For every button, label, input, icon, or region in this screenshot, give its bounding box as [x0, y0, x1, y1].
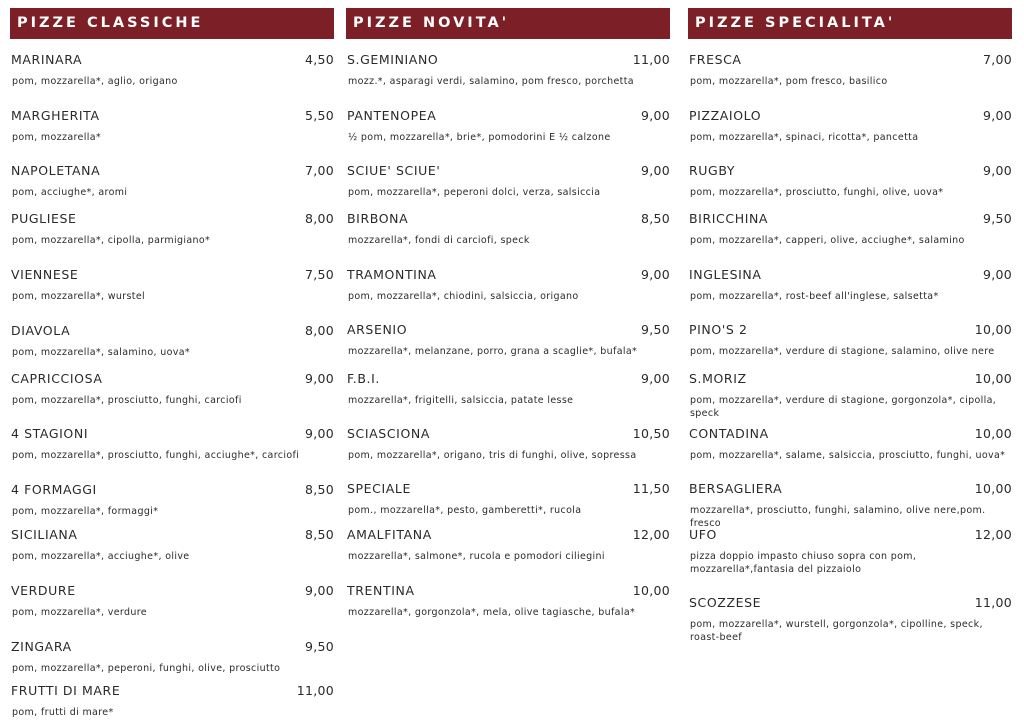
menu-item-row — [346, 322, 670, 337]
pizza-price: 8,50 — [304, 482, 334, 497]
menu-item — [10, 639, 334, 675]
menu-item — [688, 527, 1012, 576]
pizza-price: 10,00 — [974, 322, 1012, 337]
pizza-price: 10,50 — [632, 426, 670, 441]
menu-item — [688, 52, 1012, 88]
menu-item-row — [688, 267, 1012, 282]
pizza-price: 5,50 — [304, 108, 334, 123]
menu-item-row — [10, 163, 334, 178]
menu-item-row — [688, 371, 1012, 386]
pizza-price: 8,00 — [304, 323, 334, 338]
pizza-name: PANTENOPEA — [347, 108, 437, 123]
menu-item-row — [10, 426, 334, 441]
pizza-price: 9,00 — [304, 426, 334, 441]
pizza-price: 7,00 — [304, 163, 334, 178]
menu-item-row — [346, 583, 670, 598]
pizza-ingredients: mozzarella*, melanzane, porro, grana a scaglie*, bufala* — [348, 346, 638, 357]
pizza-name: MARGHERITA — [11, 108, 100, 123]
menu-column-classiche — [10, 8, 334, 718]
menu-item — [346, 583, 670, 619]
menu-item-row — [10, 683, 334, 698]
pizza-price: 7,00 — [982, 52, 1012, 67]
pizza-name: BERSAGLIERA — [689, 481, 783, 496]
pizza-price: 9,00 — [982, 267, 1012, 282]
menu-item — [10, 163, 334, 199]
pizza-ingredients: ½ pom, mozzarella*, brie*, pomodorini E ½ calzone — [348, 132, 611, 143]
pizza-price: 9,50 — [304, 639, 334, 654]
pizza-price: 9,50 — [982, 211, 1012, 226]
pizza-price: 9,00 — [304, 371, 334, 386]
pizza-name: F.B.I. — [347, 371, 380, 386]
pizza-name: MARINARA — [11, 52, 83, 67]
menu-item — [10, 683, 334, 719]
menu-item — [346, 527, 670, 563]
menu-item-row — [10, 267, 334, 282]
menu-item-row — [10, 482, 334, 497]
menu-item — [688, 108, 1012, 144]
pizza-ingredients: pom, mozzarella*, verdure — [12, 607, 147, 618]
menu-item-row — [688, 322, 1012, 337]
pizza-name: CAPRICCIOSA — [11, 371, 103, 386]
pizza-ingredients: mozzarella*, fondi di carciofi, speck — [348, 235, 530, 246]
menu-item — [688, 267, 1012, 303]
pizza-price: 9,00 — [304, 583, 334, 598]
menu-item-row — [10, 211, 334, 226]
pizza-name: FRUTTI DI MARE — [11, 683, 121, 698]
menu-item — [10, 211, 334, 247]
menu-item-row — [688, 481, 1012, 496]
menu-item-row — [346, 211, 670, 226]
pizza-name: SCIUE' SCIUE' — [347, 163, 441, 178]
menu-item-row — [688, 52, 1012, 67]
menu-item-row — [346, 426, 670, 441]
pizza-ingredients: pom, mozzarella*, verdure di stagione, salamino, olive nere — [690, 346, 995, 357]
menu-item — [10, 267, 334, 303]
pizza-ingredients: pom, mozzarella*, prosciutto, funghi, carciofi — [12, 395, 242, 406]
pizza-name: VERDURE — [11, 583, 76, 598]
menu-item — [346, 267, 670, 303]
pizza-price: 12,00 — [632, 527, 670, 542]
menu-item — [10, 323, 334, 359]
pizza-name: AMALFITANA — [347, 527, 432, 542]
pizza-name: SCOZZESE — [689, 595, 762, 610]
menu-item — [688, 426, 1012, 462]
menu-item-row — [10, 527, 334, 542]
pizza-ingredients: mozzarella*, frigitelli, salsiccia, patate lesse — [348, 395, 574, 406]
pizza-price: 9,00 — [982, 108, 1012, 123]
pizza-name: UFO — [689, 527, 717, 542]
menu-column-specialita — [688, 8, 1012, 643]
menu-item-row — [346, 52, 670, 67]
pizza-ingredients: pom, mozzarella*, peperoni dolci, verza, salsiccia — [348, 187, 601, 198]
pizza-price: 8,00 — [304, 211, 334, 226]
menu-item-row — [688, 595, 1012, 610]
pizza-price: 11,00 — [632, 52, 670, 67]
menu-item — [688, 371, 1012, 420]
pizza-price: 9,00 — [640, 108, 670, 123]
pizza-ingredients: pom, mozzarella*, chiodini, salsiccia, origano — [348, 291, 579, 302]
menu-item — [346, 108, 670, 144]
pizza-name: INGLESINA — [689, 267, 762, 282]
menu-item — [688, 481, 1012, 530]
pizza-ingredients: pom, mozzarella*, origano, tris di funghi, olive, sopressa — [348, 450, 637, 461]
pizza-name: S.GEMINIANO — [347, 52, 439, 67]
menu-item-row — [10, 108, 334, 123]
pizza-name: VIENNESE — [11, 267, 79, 282]
pizza-price: 9,00 — [640, 163, 670, 178]
pizza-price: 7,50 — [304, 267, 334, 282]
menu-item — [10, 482, 334, 518]
menu-item-row — [688, 163, 1012, 178]
pizza-price: 10,00 — [974, 426, 1012, 441]
pizza-name: PINO'S 2 — [689, 322, 748, 337]
pizza-name: S.MORIZ — [689, 371, 747, 386]
menu-item — [10, 108, 334, 144]
pizza-name: 4 STAGIONI — [11, 426, 89, 441]
menu-item-row — [346, 163, 670, 178]
menu-column-novita — [346, 8, 670, 618]
pizza-ingredients: mozz.*, asparagi verdi, salamino, pom fresco, porchetta — [348, 76, 634, 87]
pizza-price: 9,00 — [640, 267, 670, 282]
menu-item — [346, 481, 670, 517]
menu-item-row — [10, 583, 334, 598]
menu-item-row — [346, 371, 670, 386]
menu-item-row — [346, 267, 670, 282]
pizza-ingredients: pom., mozzarella*, pesto, gamberetti*, rucola — [348, 505, 582, 516]
menu-item-row — [10, 323, 334, 338]
pizza-price: 8,50 — [640, 211, 670, 226]
pizza-ingredients: pom, frutti di mare* — [12, 707, 114, 718]
pizza-ingredients: pom, mozzarella*, capperi, olive, acciughe*, salamino — [690, 235, 965, 246]
menu-item-row — [688, 426, 1012, 441]
pizza-name: 4 FORMAGGI — [11, 482, 97, 497]
pizza-ingredients: pom, mozzarella*, cipolla, parmigiano* — [12, 235, 211, 246]
pizza-name: NAPOLETANA — [11, 163, 101, 178]
menu-item — [346, 322, 670, 358]
pizza-price: 10,00 — [974, 371, 1012, 386]
menu-item-row — [346, 481, 670, 496]
pizza-name: ZINGARA — [11, 639, 72, 654]
menu-item — [346, 371, 670, 407]
menu-item — [688, 322, 1012, 358]
pizza-ingredients: pom, mozzarella*, formaggi* — [12, 506, 159, 517]
pizza-ingredients: mozzarella*, gorgonzola*, mela, olive tagiasche, bufala* — [348, 607, 636, 618]
pizza-price: 11,00 — [974, 595, 1012, 610]
menu-item — [346, 163, 670, 199]
menu-item-row — [688, 211, 1012, 226]
pizza-ingredients: pom, mozzarella*, prosciutto, funghi, acciughe*, carciofi — [12, 450, 300, 461]
menu-item — [346, 211, 670, 247]
menu-item — [346, 426, 670, 462]
menu-item-row — [10, 371, 334, 386]
pizza-ingredients: pom, mozzarella*, acciughe*, olive — [12, 551, 190, 562]
pizza-name: PIZZAIOLO — [689, 108, 762, 123]
pizza-ingredients: pom, mozzarella*, salame, salsiccia, prosciutto, funghi, uova* — [690, 450, 1006, 461]
pizza-ingredients: pom, mozzarella*, aglio, origano — [12, 76, 178, 87]
pizza-price: 10,00 — [632, 583, 670, 598]
menu-item-row — [10, 639, 334, 654]
pizza-ingredients: pom, mozzarella*, rost-beef all'inglese, salsetta* — [690, 291, 939, 302]
pizza-ingredients: pom, mozzarella*, prosciutto, funghi, olive, uova* — [690, 187, 944, 198]
pizza-ingredients: pom, mozzarella*, wurstel — [12, 291, 146, 302]
menu-item-row — [688, 108, 1012, 123]
pizza-name: SPECIALE — [347, 481, 411, 496]
section-header: PIZZE CLASSICHE — [10, 8, 334, 39]
pizza-name: BIRBONA — [347, 211, 409, 226]
pizza-price: 4,50 — [304, 52, 334, 67]
pizza-price: 9,50 — [640, 322, 670, 337]
pizza-ingredients: pom, mozzarella*, wurstell, gorgonzola*, cipolline, speck, roast-beef — [690, 619, 983, 643]
pizza-price: 10,00 — [974, 481, 1012, 496]
pizza-name: RUGBY — [689, 163, 736, 178]
menu-item-row — [688, 527, 1012, 542]
pizza-price: 11,00 — [296, 683, 334, 698]
pizza-ingredients: pom, mozzarella*, spinaci, ricotta*, pancetta — [690, 132, 919, 143]
pizza-name: SICILIANA — [11, 527, 78, 542]
menu-item — [688, 211, 1012, 247]
pizza-ingredients: pom, mozzarella* — [12, 132, 101, 143]
pizza-name: TRENTINA — [347, 583, 415, 598]
menu-item-row — [346, 527, 670, 542]
pizza-name: PUGLIESE — [11, 211, 77, 226]
menu-item — [10, 583, 334, 619]
pizza-ingredients: mozzarella*, prosciutto, funghi, salamino, olive nere,pom. fresco — [690, 505, 986, 529]
pizza-name: TRAMONTINA — [347, 267, 437, 282]
menu-item — [10, 371, 334, 407]
menu-item-row — [346, 108, 670, 123]
pizza-ingredients: pom, mozzarella*, verdure di stagione, gorgonzola*, cipolla, speck — [690, 395, 997, 419]
pizza-price: 8,50 — [304, 527, 334, 542]
pizza-ingredients: mozzarella*, salmone*, rucola e pomodori ciliegini — [348, 551, 605, 562]
pizza-name: DIAVOLA — [11, 323, 71, 338]
pizza-price: 9,00 — [982, 163, 1012, 178]
menu-item — [10, 527, 334, 563]
menu-item — [10, 52, 334, 88]
menu-item — [10, 426, 334, 462]
menu-item — [688, 595, 1012, 644]
pizza-name: ARSENIO — [347, 322, 408, 337]
pizza-name: CONTADINA — [689, 426, 769, 441]
section-header: PIZZE NOVITA' — [346, 8, 670, 39]
pizza-ingredients: pom, mozzarella*, pom fresco, basilico — [690, 76, 888, 87]
menu-item — [346, 52, 670, 88]
pizza-ingredients: pom, acciughe*, aromi — [12, 187, 128, 198]
pizza-ingredients: pom, mozzarella*, salamino, uova* — [12, 347, 191, 358]
pizza-name: FRESCA — [689, 52, 742, 67]
menu-item-row — [10, 52, 334, 67]
pizza-price: 12,00 — [974, 527, 1012, 542]
pizza-ingredients: pom, mozzarella*, peperoni, funghi, olive, prosciutto — [12, 663, 281, 674]
pizza-name: SCIASCIONA — [347, 426, 430, 441]
menu-item — [688, 163, 1012, 199]
pizza-ingredients: pizza doppio impasto chiuso sopra con pom, mozzarella*,fantasia del pizzaiolo — [690, 551, 917, 575]
pizza-price: 11,50 — [632, 481, 670, 496]
pizza-price: 9,00 — [640, 371, 670, 386]
pizza-name: BIRICCHINA — [689, 211, 769, 226]
section-header: PIZZE SPECIALITA' — [688, 8, 1012, 39]
